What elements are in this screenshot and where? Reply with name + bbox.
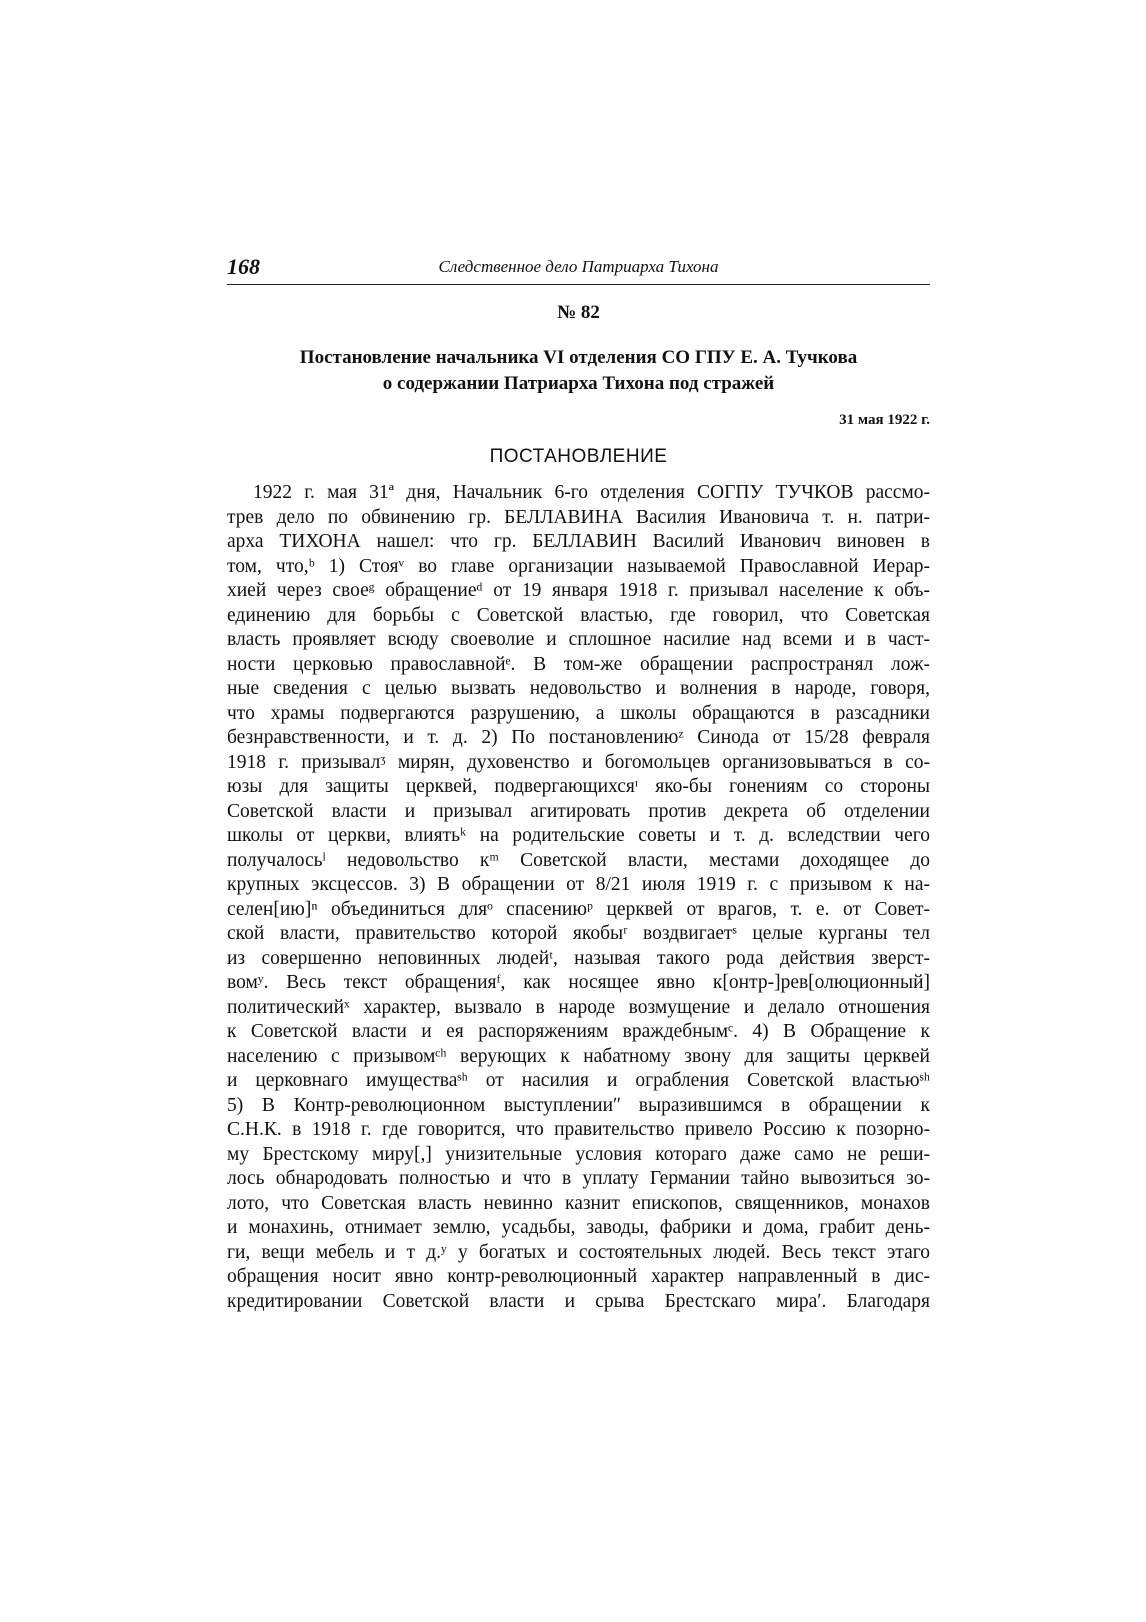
- document-heading: ПОСТАНОВЛЕНИЕ: [489, 446, 668, 467]
- body-line: вомʸ. Весь текст обращенияᶠ, как носящее явно к[онтр-]рев[олюционный]: [227, 972, 930, 993]
- document-title: [227, 345, 930, 397]
- body-text: [227, 481, 930, 1314]
- document-title-line: о содержании Патриарха Тихона под стражей: [382, 373, 775, 394]
- body-line: школы от церкви, влиятьᵏ на родительские советы и т. д. вследствии чего: [227, 825, 930, 846]
- body-line: лось обнародовать полностью и что в уплату Германии тайно вывозиться зо-: [227, 1168, 930, 1189]
- body-line: селен[ию]ⁿ объединиться дляᵒ спасениюᵖ церквей от врагов, т. е. от Совет-: [227, 898, 930, 920]
- document-title-line: Постановление начальника VI отделения СО ГПУ Е. А. Тучкова: [299, 347, 858, 368]
- document-date: 31 мая 1922 г.: [839, 412, 930, 428]
- page-number: 168: [227, 254, 260, 279]
- body-line: том, что,ᵇ 1) Стояᵛ во главе организации называемой Православной Иерар-: [227, 555, 930, 577]
- body-line: что храмы подвергаются разрушению, а школы обращаются в разсадники: [227, 702, 930, 724]
- page-header: [227, 254, 930, 285]
- running-title: Следственное дело Патриарха Тихона: [438, 257, 719, 276]
- body-line: обращения носит явно контр-революционный характер направленный в дис-: [227, 1266, 930, 1287]
- body-line: Советской власти и призывал агитировать против декрета об отделении: [227, 800, 930, 822]
- body-line: С.Н.К. в 1918 г. где говорится, что правительство привело Россию к позорно-: [227, 1119, 930, 1140]
- body-line: единению для борьбы с Советской властью, где говорил, что Советская: [227, 604, 930, 626]
- body-line: ности церковью православнойᵉ. В том-же обращении распространял лож-: [227, 653, 930, 675]
- body-line: власть проявляет всюду своеволие и сплошное насилие над всеми и в част-: [227, 629, 930, 650]
- body-line: арха ТИХОНА нашел: что гр. БЕЛЛАВИН Василий Иванович виновен в: [227, 531, 930, 552]
- body-line: ги, вещи мебель и т д.ʸ у богатых и состоятельных людей. Весь текст этаго: [227, 1241, 930, 1263]
- body-line: из совершенно неповинных людейᵗ, называя такого рода действия зверст-: [227, 947, 930, 969]
- body-line: ской власти, правительство которой якобыʳ воздвигаетˢ целые курганы тел: [227, 923, 930, 944]
- body-line: и церковнаго имуществаˢʰ от насилия и ограбления Советской властьюˢʰ: [227, 1070, 930, 1091]
- body-line: крупных эксцессов. 3) В обращении от 8/21 июля 1919 г. с призывом к на-: [227, 874, 930, 895]
- body-line: ные сведения с целью вызвать недовольство и волнения в народе, говоря,: [227, 678, 930, 699]
- body-line: и монахинь, отнимает землю, усадьбы, заводы, фабрики и дома, грабит день-: [227, 1217, 930, 1238]
- body-line: лото, что Советская власть невинно казнит епископов, священников, монахов: [227, 1192, 930, 1214]
- document-number: № 82: [557, 302, 600, 323]
- body-line: 1922 г. мая 31ª дня, Начальник 6-го отделения СОГПУ ТУЧКОВ рассмо-: [253, 482, 930, 503]
- body-line: 1918 г. призывалᶾ мирян, духовенство и богомольцев организовываться в со-: [227, 751, 930, 773]
- body-line: к Советской власти и ея распоряжениям враждебнымᶜ. 4) В Обращение к: [227, 1021, 930, 1042]
- body-line: политическийˣ характер, вызвало в народе возмущение и делало отношения: [227, 996, 930, 1018]
- body-line: 5) В Контр-революционном выступленииʺ выразившимся в обращении к: [227, 1094, 930, 1116]
- body-line: безнравственности, и т. д. 2) По постановлениюᶻ Синода от 15/28 февраля: [227, 727, 930, 748]
- body-line: трев дело по обвинению гр. БЕЛЛАВИНА Василия Ивановича т. н. патри-: [227, 506, 930, 528]
- body-line: населению с призывомᶜʰ верующих к набатному звону для защиты церквей: [227, 1045, 930, 1067]
- body-line: кредитировании Советской власти и срыва Брестскаго мираʹ. Благодаря: [227, 1290, 930, 1312]
- body-line: хией через своеᵍ обращениеᵈ от 19 января 1918 г. призывал население к объ-: [227, 580, 930, 601]
- body-line: му Брестскому миру[,] унизительные условия котораго даже само не реши-: [227, 1143, 930, 1165]
- body-line: получалосьˡ недовольство кᵐ Советской власти, местами доходящее до: [227, 849, 930, 871]
- body-line: юзы для защиты церквей, подвергающихсяᶦ яко-бы гонениям со стороны: [227, 776, 930, 797]
